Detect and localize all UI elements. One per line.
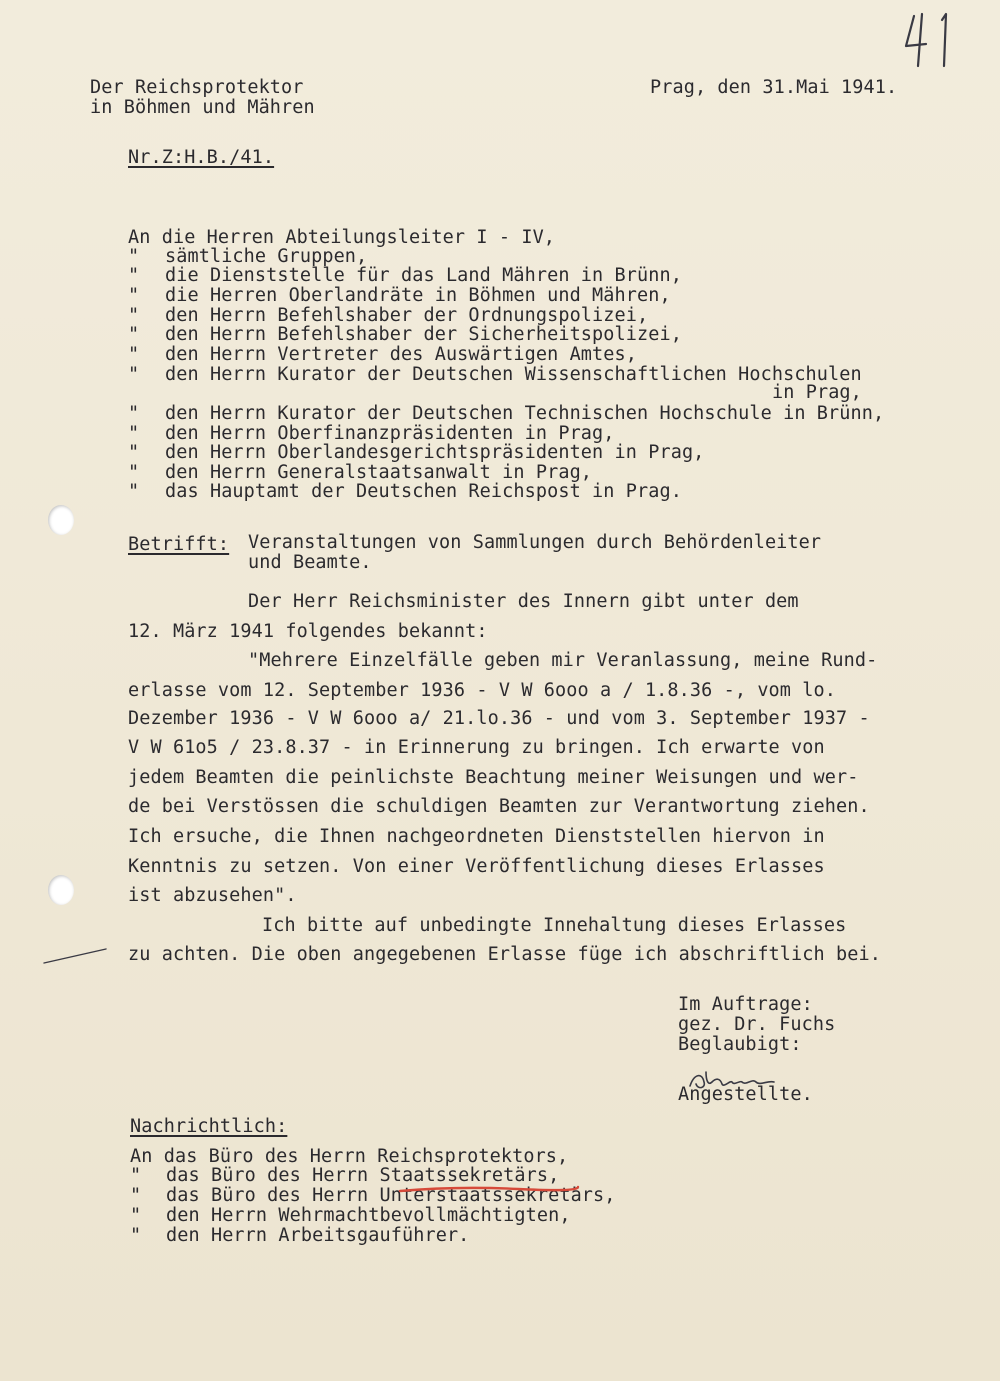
copy-line: den Herrn Wehrmachtbevollmächtigten,: [166, 1205, 571, 1226]
recipient-line: den Herrn Oberlandesgerichtspräsidenten in Prag,: [165, 442, 705, 463]
copy-line: An das Büro des Herrn Reichsprotektors,: [130, 1146, 569, 1167]
ditto-mark: ": [130, 1185, 142, 1206]
handwritten-page-number: [900, 10, 960, 70]
signature-line-4: Angestellte.: [678, 1084, 813, 1105]
recipient-line: den Herrn Vertreter des Auswärtigen Amtes,: [165, 344, 637, 365]
quote-line: Kenntnis zu setzen. Von einer Veröffentlichung dieses Erlasses: [128, 856, 825, 877]
quote-line: Dezember 1936 - V W 6ooo a/ 21.lo.36 - und vom 3. September 1937 -: [128, 708, 870, 729]
quote-line: ist abzusehen".: [128, 885, 297, 906]
sender-line-2: in Böhmen und Mähren: [90, 97, 315, 118]
ditto-mark: ": [128, 305, 140, 326]
quote-line: "Mehrere Einzelfälle geben mir Veranlassung, meine Rund-: [248, 650, 878, 671]
copy-line: das Büro des Herrn Staatssekretärs,: [166, 1165, 560, 1186]
recipient-line: in Prag,: [772, 382, 862, 403]
ditto-mark: ": [128, 344, 140, 365]
quote-line: de bei Verstössen die schuldigen Beamten zur Verantwortung ziehen.: [128, 796, 870, 817]
copy-line: den Herrn Arbeitsgauführer.: [166, 1225, 470, 1246]
subject-label: Betrifft:: [128, 534, 230, 555]
ditto-mark: ": [128, 364, 140, 385]
ditto-mark: ": [128, 462, 140, 483]
signature-line-3: Beglaubigt:: [678, 1034, 802, 1055]
closing-line-1: Ich bitte auf unbedingte Innehaltung dieses Erlasses: [262, 915, 847, 936]
recipient-line: den Herrn Generalstaatsanwalt in Prag,: [165, 462, 593, 483]
reference-number: Nr.Z:H.B./41.: [128, 147, 275, 168]
red-pencil-underline: [398, 1183, 580, 1195]
recipient-line: den Herrn Kurator der Deutschen Technischen Hochschule in Brünn,: [165, 403, 885, 424]
signature-line-2: gez. Dr. Fuchs: [678, 1014, 836, 1035]
copy-line: das Büro des Herrn Unterstaatssekretärs,: [166, 1185, 616, 1206]
recipient-line: den Herrn Befehlshaber der Sicherheitspolizei,: [165, 324, 682, 345]
body-intro-line-1: Der Herr Reichsminister des Innern gibt unter dem: [248, 591, 799, 612]
subject-line-2: und Beamte.: [248, 552, 372, 573]
recipient-line: den Herrn Oberfinanzpräsidenten in Prag,: [165, 423, 615, 444]
ditto-mark: ": [130, 1225, 142, 1246]
recipient-line: den Herrn Kurator der Deutschen Wissenschaftlichen Hochschulen: [165, 364, 862, 385]
ditto-mark: ": [128, 403, 140, 424]
sender-line-1: Der Reichsprotektor: [90, 77, 304, 98]
quote-line: Ich ersuche, die Ihnen nachgeordneten Dienststellen hiervon in: [128, 826, 825, 847]
recipient-line: den Herrn Befehlshaber der Ordnungspolizei,: [165, 305, 649, 326]
ditto-mark: ": [128, 265, 140, 286]
quote-line: jedem Beamten die peinlichste Beachtung meiner Weisungen und wer-: [128, 767, 859, 788]
ditto-mark: ": [128, 285, 140, 306]
ditto-mark: ": [128, 246, 140, 267]
recipient-line: das Hauptamt der Deutschen Reichspost in Prag.: [165, 481, 682, 502]
subject-line-1: Veranstaltungen von Sammlungen durch Behördenleiter: [248, 532, 822, 553]
ditto-mark: ": [128, 442, 140, 463]
ditto-mark: ": [128, 481, 140, 502]
closing-line-2: zu achten. Die oben angegebenen Erlasse füge ich abschriftlich bei.: [128, 944, 881, 965]
place-date: Prag, den 31.Mai 1941.: [650, 77, 898, 98]
signature-line-1: Im Auftrage:: [678, 994, 813, 1015]
ditto-mark: ": [130, 1165, 142, 1186]
recipient-line: die Herren Oberlandräte in Böhmen und Mähren,: [165, 285, 671, 306]
recipient-line: An die Herren Abteilungsleiter I - IV,: [128, 227, 556, 248]
copies-heading: Nachrichtlich:: [130, 1116, 288, 1137]
ditto-mark: ": [130, 1205, 142, 1226]
ditto-mark: ": [128, 423, 140, 444]
quote-line: V W 61o5 / 23.8.37 - in Erinnerung zu bringen. Ich erwarte von: [128, 737, 825, 758]
quote-line: erlasse vom 12. September 1936 - V W 6ooo a / 1.8.36 -, vom lo.: [128, 680, 836, 701]
ditto-mark: ": [128, 324, 140, 345]
punch-hole-bottom: [48, 875, 74, 905]
recipient-line: die Dienststelle für das Land Mähren in Brünn,: [165, 265, 682, 286]
punch-hole-top: [48, 505, 74, 535]
recipient-line: sämtliche Gruppen,: [165, 246, 368, 267]
body-intro-line-2: 12. März 1941 folgendes bekannt:: [128, 621, 488, 642]
margin-pencil-mark: [40, 945, 110, 967]
